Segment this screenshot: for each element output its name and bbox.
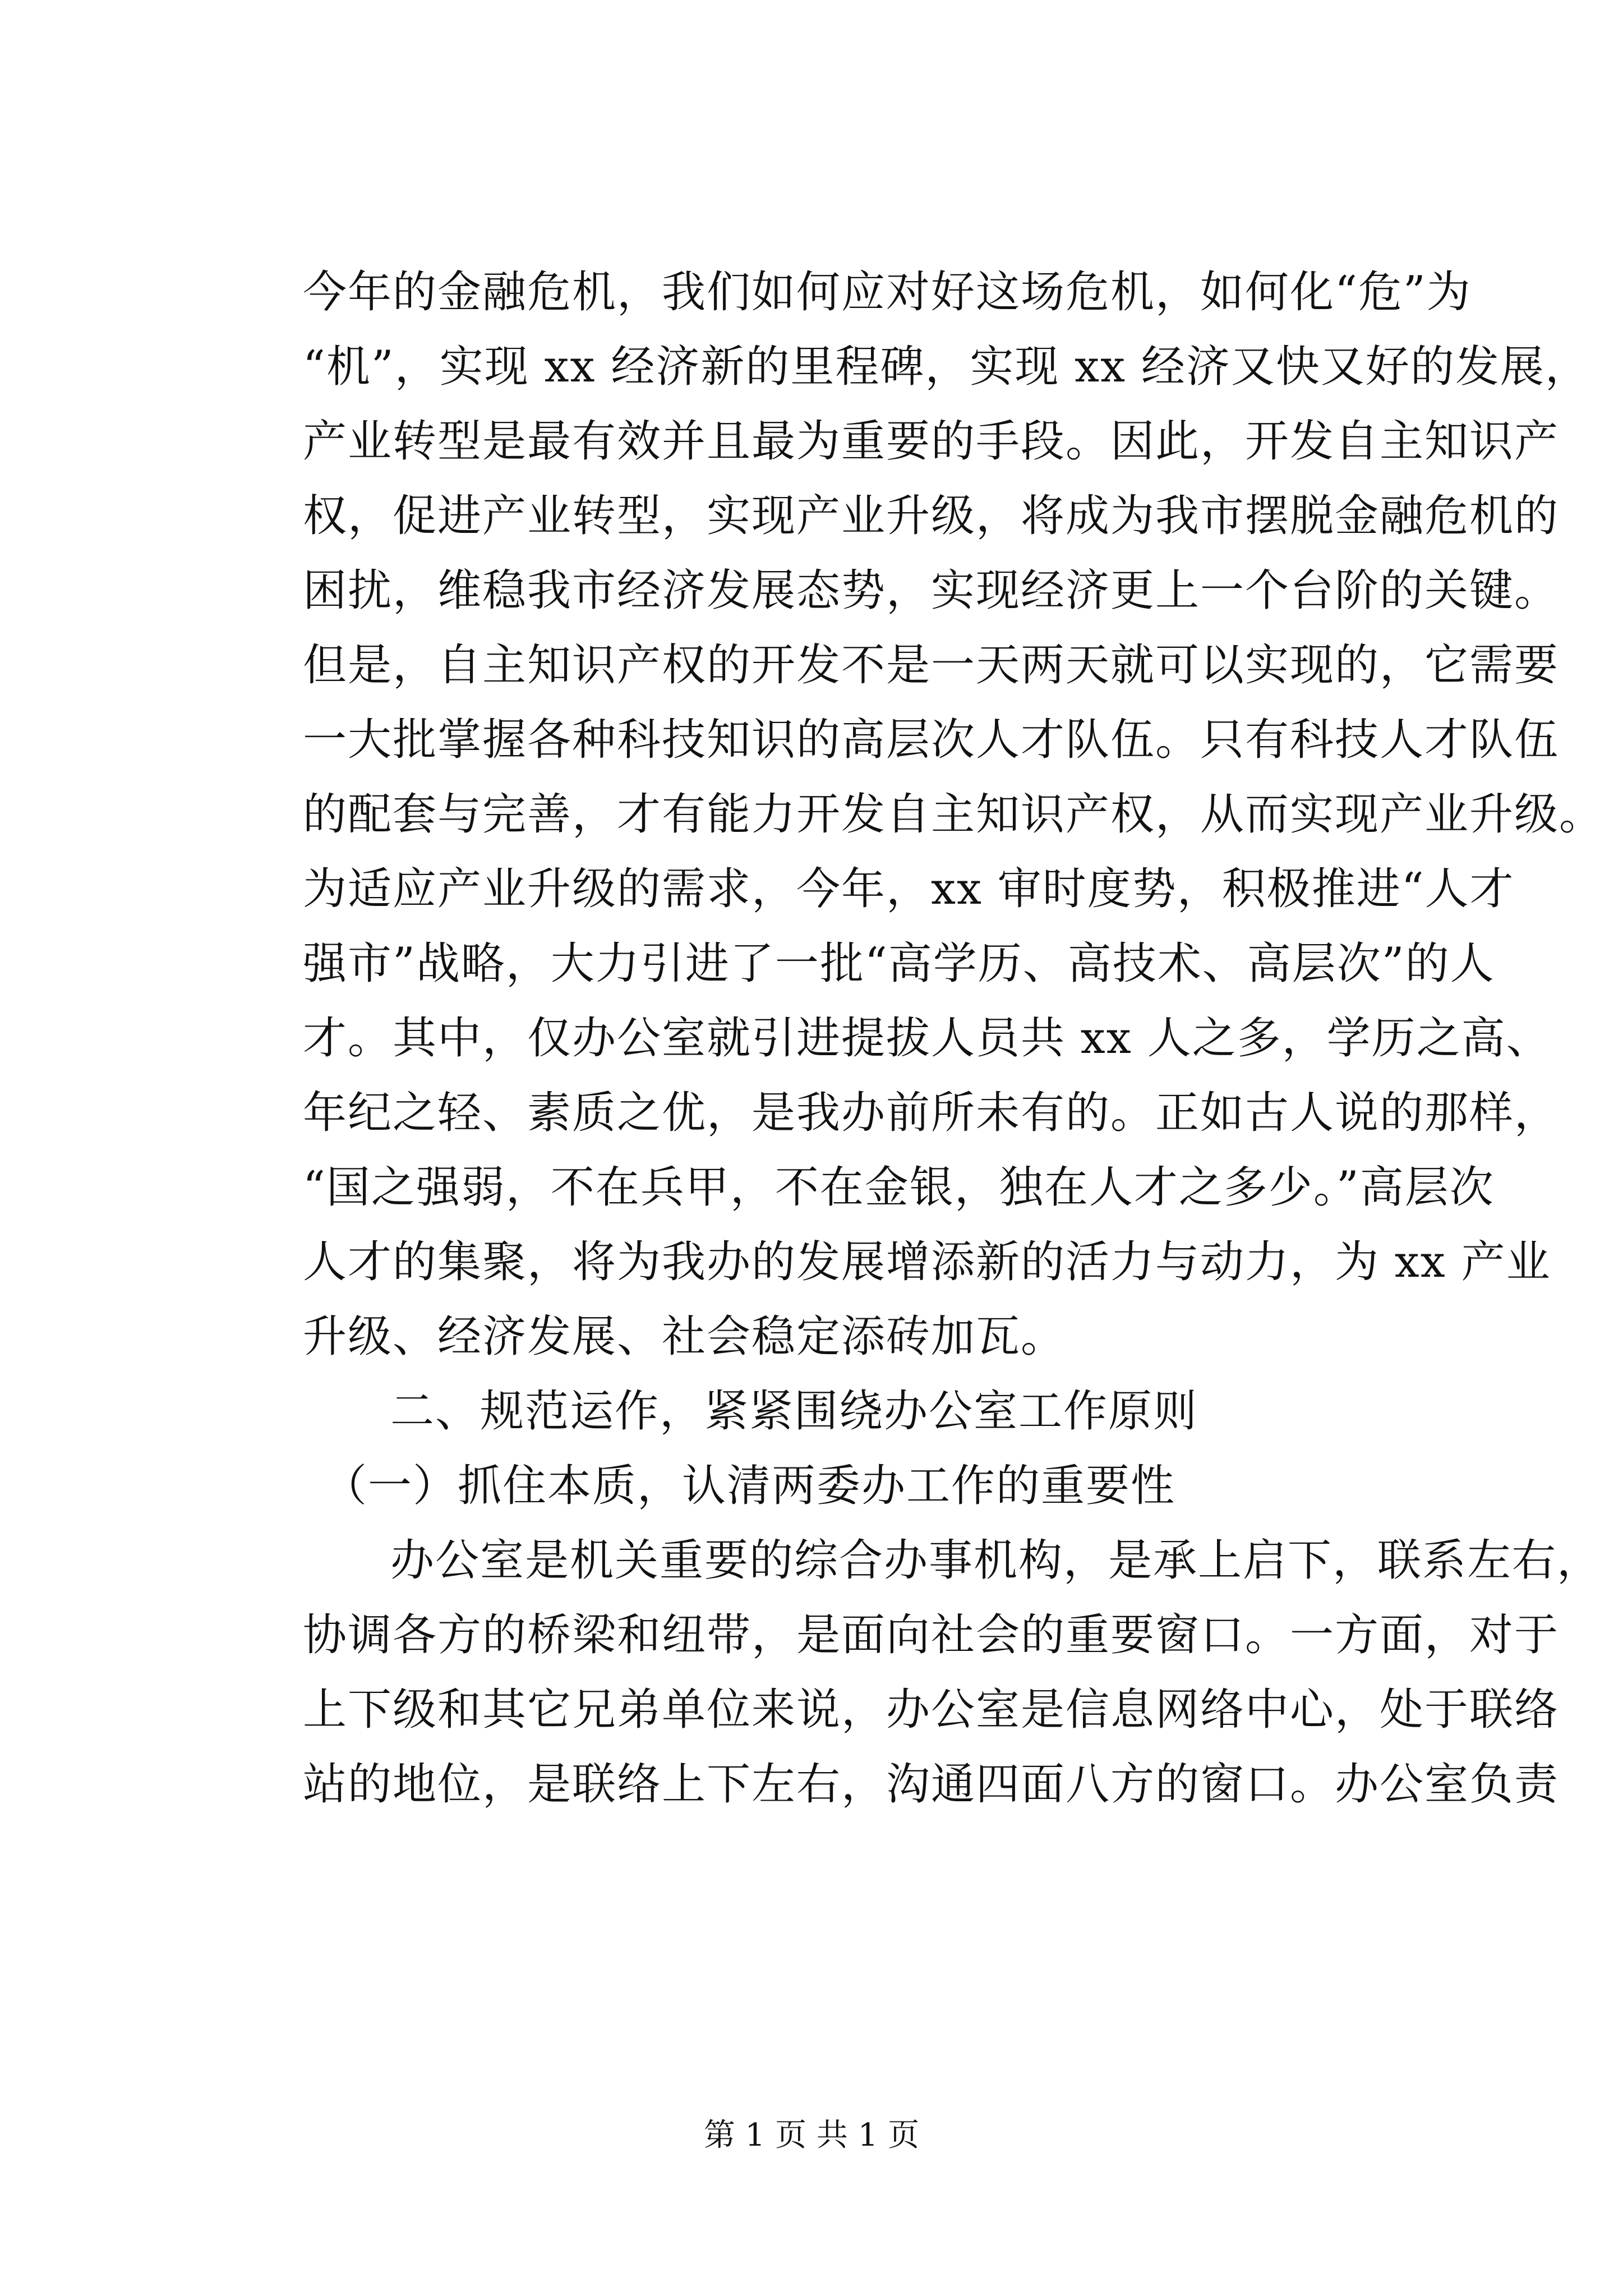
paragraph-line: 协调各方的桥梁和纽带，是面向社会的重要窗口。一方面，对于 — [303, 1610, 1560, 1660]
paragraph-line: 人才的集聚，将为我办的发展增添新的活力与动力，为 xx 产业 — [303, 1237, 1551, 1287]
paragraph-line: 办公室是机关重要的综合办事机构，是承上启下，联系左右， — [390, 1535, 1602, 1586]
paragraph-line: 上下级和其它兄弟单位来说，办公室是信息网络中心，处于联络 — [303, 1685, 1560, 1735]
paragraph-line: 困扰，维稳我市经济发展态势，实现经济更上一个台阶的关键。 — [303, 565, 1560, 616]
paragraph-line: 强市”战略，大力引进了一批“高学历、高技术、高层次”的人 — [303, 938, 1495, 989]
paragraph-line: 产业转型是最有效并且最为重要的手段。因此，开发自主知识产 — [303, 416, 1560, 467]
paragraph-line: 升级、经济发展、社会稳定添砖加瓦。 — [303, 1312, 1066, 1362]
paragraph-line: 今年的金融危机，我们如何应对好这场危机，如何化“危”为 — [303, 267, 1472, 318]
paragraph-line: “机”，实现 xx 经济新的里程碑，实现 xx 经济又快又好的发展， — [303, 342, 1590, 392]
paragraph-line: 为适应产业升级的需求，今年，xx 审时度势，积极推进“人才 — [303, 864, 1515, 914]
paragraph-line: 才。其中，仅办公室就引进提拔人员共 xx 人之多，学历之高、 — [303, 1013, 1551, 1064]
paragraph-line: 站的地位，是联络上下左右，沟通四面八方的窗口。办公室负责 — [303, 1759, 1560, 1810]
paragraph-line: 权，促进产业转型，实现产业升级，将成为我市摆脱金融危机的 — [303, 491, 1560, 541]
body-text — [303, 255, 1604, 1822]
paragraph-line: “国之强弱，不在兵甲，不在金银，独在人才之多少。”高层次 — [303, 1162, 1495, 1213]
page-number-label: 第 1 页 共 1 页 — [703, 2117, 920, 2154]
section-heading: 二、规范运作，紧紧围绕办公室工作原则 — [390, 1386, 1198, 1437]
paragraph-line: 一大批掌握各种科技知识的高层次人才队伍。只有科技人才队伍 — [303, 715, 1560, 765]
paragraph-line: 但是，自主知识产权的开发不是一天两天就可以实现的，它需要 — [303, 640, 1560, 691]
paragraph-line: 的配套与完善，才有能力开发自主知识产权，从而实现产业升级。 — [303, 789, 1604, 840]
page-footer — [0, 2116, 1623, 2155]
subsection-heading: （一）抓住本质，认清两委办工作的重要性 — [323, 1461, 1176, 1511]
paragraph-line: 年纪之轻、素质之优，是我办前所未有的。正如古人说的那样， — [303, 1088, 1560, 1138]
